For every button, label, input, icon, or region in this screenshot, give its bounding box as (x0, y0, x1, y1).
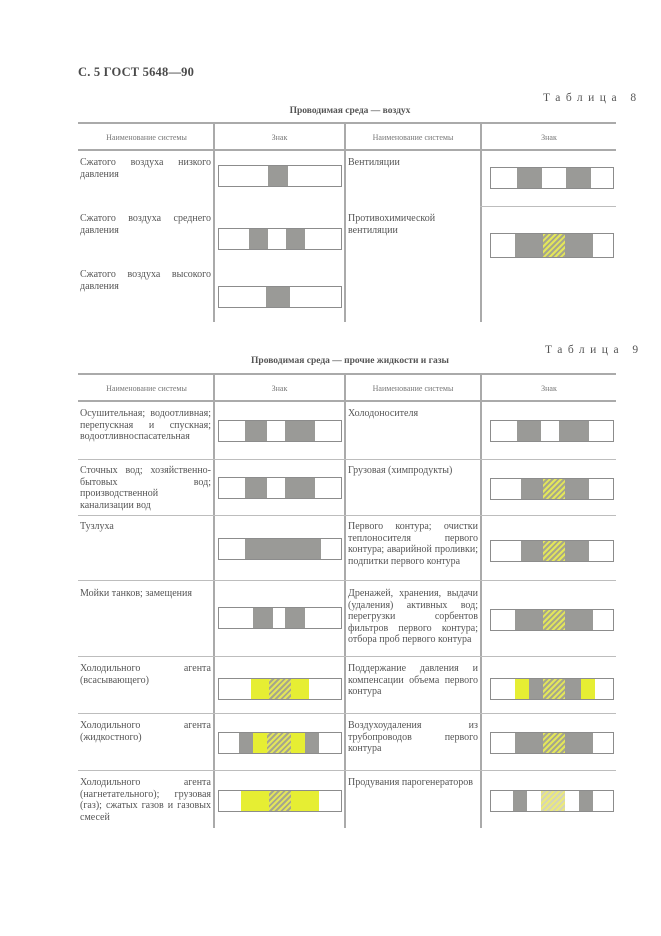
table9-right-row-3: Первого контура; очистки теплоносителя первого контура; аварийной проливки; подпитки первого контура (348, 521, 478, 567)
page-header: С. 5 ГОСТ 5648—90 (78, 65, 195, 79)
table9-row-divider (78, 713, 616, 714)
table8-right-row-1: Вентиляции (348, 157, 400, 168)
sign-air-removal (490, 732, 614, 754)
table9-right-row-4: Дренажей, хранения, выдачи (удаления) активных вод; перегрузки сорбентов фильтров первого контура; отбора проб первого контура (348, 588, 478, 645)
table9-row-divider (78, 656, 616, 657)
table8-col-sign-1: Знак (271, 133, 288, 142)
table8-left-row-3: Сжатого воздуха высокого давления (80, 269, 211, 292)
table8-top-rule (78, 122, 616, 124)
sign-refrigerant-liquid (218, 732, 342, 754)
table8-left-row-1: Сжатого воздуха низкого давления (80, 157, 211, 180)
sign-refrigerant-suction (218, 678, 342, 700)
sign-tank-washing (218, 607, 342, 629)
sign-brine (218, 538, 342, 560)
table9-left-row-6: Холодильного агента (жидкостного) (80, 720, 211, 743)
table8-vline-2 (344, 122, 346, 322)
table8-title: Проводимая среда — воздух (289, 106, 411, 116)
table9-left-row-4: Мойки танков; замещения (80, 588, 192, 599)
sign-steam-generator-blowdown (490, 790, 614, 812)
table9-label: Таблица 9 (545, 344, 644, 356)
table8-left-row-2: Сжатого воздуха среднего давления (80, 213, 211, 236)
sign-coolant-carrier (490, 420, 614, 442)
sign-active-water-drainage (490, 609, 614, 631)
sign-air-low-pressure (218, 165, 342, 187)
sign-antichemical-ventilation (490, 233, 614, 258)
table8-right-row-2: Противохимической вентиляции (348, 213, 436, 236)
table9-col-sign-2: Знак (541, 384, 557, 393)
sign-sewage (218, 477, 342, 499)
table9-title: Проводимая среда — прочие жидкости и газы (251, 356, 449, 366)
table9-header-rule (78, 400, 616, 402)
sign-air-high-pressure (218, 286, 342, 308)
table9-row-divider (78, 770, 616, 771)
table9-vline-2 (344, 373, 346, 828)
sign-cargo-chemicals (490, 478, 614, 500)
table9-left-row-5: Холодильного агента (всасывающего) (80, 663, 211, 686)
sign-pressure-maintenance (490, 678, 614, 700)
table9-left-row-7: Холодильного агента (нагнетательного); грузовая (газ); сжатых газов и газовых смесей (80, 777, 211, 823)
sign-air-medium-pressure (218, 228, 342, 250)
table9-top-rule (78, 373, 616, 375)
table9-row-divider (78, 459, 616, 460)
table8-header-rule (78, 149, 616, 151)
table9-right-row-5: Поддержание давления и компенсации объема первого контура (348, 663, 478, 697)
table9-right-row-6: Воздухоудаления из трубопроводов первого контура (348, 720, 478, 754)
table8-col-name-2: Наименование системы (372, 133, 454, 142)
table9-right-row-1: Холодоносителя (348, 408, 419, 419)
table9-row-divider (78, 580, 616, 581)
table9-vline-1 (213, 373, 215, 828)
sign-primary-circuit (490, 540, 614, 562)
table9-row-divider (78, 515, 616, 516)
table9-col-sign-1: Знак (271, 384, 288, 393)
table9-vline-3 (480, 373, 482, 828)
table9-right-row-7: Продувания парогенераторов (348, 777, 473, 788)
table8-col-name-1: Наименование системы (106, 133, 187, 142)
sign-drainage (218, 420, 342, 442)
table9-left-row-3: Тузлуха (80, 521, 114, 532)
table9-col-name-2: Наименование системы (372, 384, 454, 393)
sign-ventilation (490, 167, 614, 189)
table8-right-divider (480, 206, 616, 207)
table8-label: Таблица 8 (543, 92, 642, 104)
table8-vline-1 (213, 122, 215, 322)
table9-left-row-1: Осушительная; водоотливная; перепускная и спускная; водоотливноспасательная (80, 408, 211, 442)
table8-col-sign-2: Знак (541, 133, 557, 142)
table8-vline-3 (480, 122, 482, 322)
table9-col-name-1: Наименование системы (106, 384, 187, 393)
sign-refrigerant-discharge (218, 790, 342, 812)
table9-left-row-2: Сточных вод; хозяйственно-бытовых вод; производственной канализации вод (80, 465, 211, 511)
table9-right-row-2: Грузовая (химпродукты) (348, 465, 453, 476)
